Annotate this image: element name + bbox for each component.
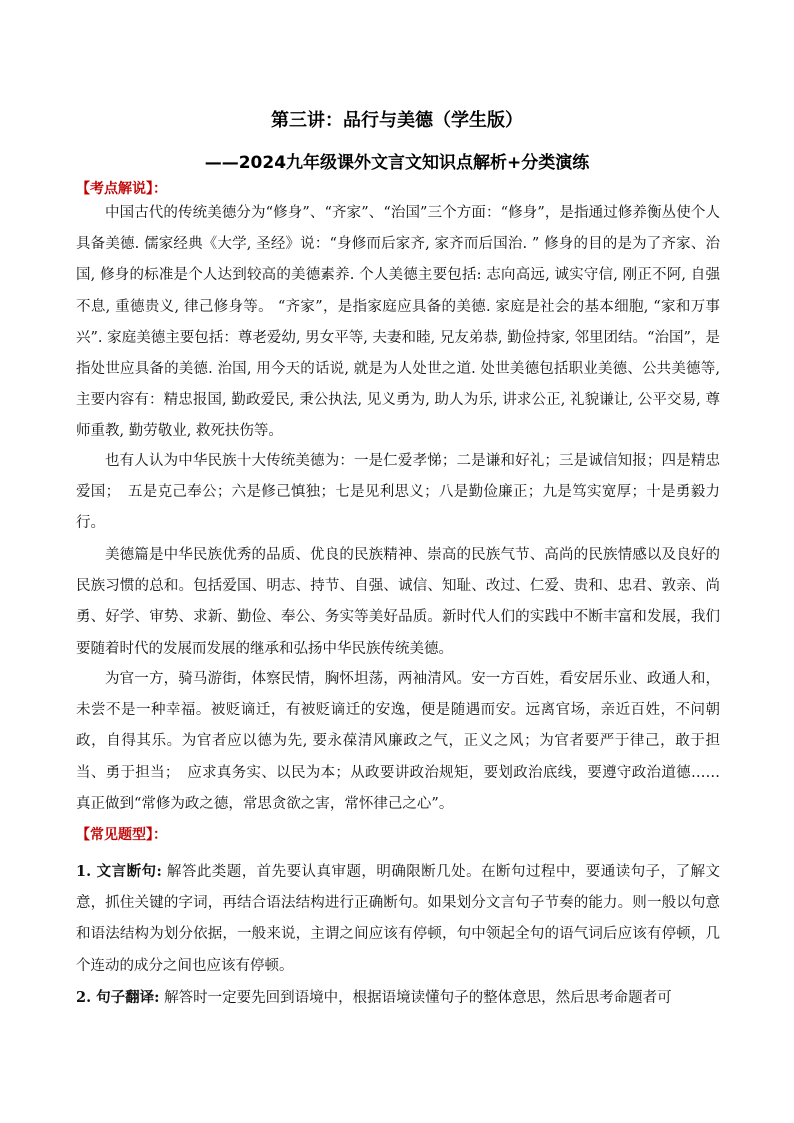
page-title: 第三讲：品行与美德（学生版） xyxy=(271,110,523,131)
page-subtitle: ——2024九年级课外文言文知识点解析+分类演练 xyxy=(204,153,590,173)
question-type-1-label: 1. 文言断句: xyxy=(76,863,162,880)
section-heading-question-types: 【常见题型】： xyxy=(76,827,167,843)
question-type-2-label: 2. 句子翻译: xyxy=(76,989,160,1006)
paragraph-4: 为官一方，骑马游街，体察民情，胸怀坦荡，两袖清风。安一方百姓，看安居乐业、政通人和，未尝不是一种幸福。被贬谪迁，有被贬谪迁的安逸，便是随遇而安。远离官场，亲近百姓，不问朝政，自得其乐。为官者应以德为先, 要永葆清风廉政之气，正义之风；为官者要严于律己，敢于担当、勇于担当； 应求真务实、以民为本；从政要讲政治规矩，要划政治底线，要遵守政治道德……真正做到“常修为政之德，常思贪欲之害，常怀律己之心”。 xyxy=(76,671,720,812)
question-type-2-text: 解答时一定要先回到语境中，根据语境读懂句子的整体意思，然后思考命题者可 xyxy=(159,990,672,1006)
question-type-1-text: 解答此类题，首先要认真审题，明确限断几处。在断句过程中，要通读句子，了解文意，抓住关键的字词，再结合语法结构进行正确断句。如果划分文言句子节奏的能力。则一般以句意和语法结构为划分依据，一般来说，主谓之间应该有停顿，句中领起全句的语气词后应该有停顿，几个连动的成分之间也应该有停顿。 xyxy=(76,864,720,974)
paragraph-2: 也有人认为中华民族十大传统美德为：一是仁爱孝悌；二是谦和好礼；三是诚信知报；四是精忠爱国； 五是克己奉公；六是修己慎独；七是见利思义；八是勤俭廉正；九是笃实宽厚；十是勇毅力行。 xyxy=(76,453,720,532)
paragraph-1: 中国古代的传统美德分为“修身”、“齐家”、“治国”三个方面：“修身”，是指通过修养衡丛使个人具备美德. 儒家经典《大学, 圣经》说：“身修而后家齐, 家齐而后国治. ” 修身的目的是为了齐家、治国, 修身的标准是个人达到较高的美德素养. 个人美德主要包括: 志向高远, 诚实守信, 刚正不阿, 自强不息, 重德贵义, 律己修身等。 “齐家”，是指家庭应具备的美德. 家庭是社会的基本细胞, “家和万事兴”. 家庭美德主要包括：尊老爱幼, 男女平等, 夫妻和睦, 兄友弟恭, 勤俭持家, 邻里团结。“治国”，是指处世应具备的美德. 治国, 用今天的话说, 就是为人处世之道. 处世美德包括职业美德、公共美德等, 主要内容有：精忠报国, 勤政爱民, 秉公执法, 见义勇为, 助人为乐, 讲求公正, 礼貌谦让, 公平交易, 尊师重教, 勤劳敬业, 救死扶伤等。 xyxy=(76,205,720,440)
paragraph-3: 美德篇是中华民族优秀的品质、优良的民族精神、崇高的民族气节、高尚的民族情感以及良好的民族习惯的总和。包括爱国、明志、持节、自强、诚信、知耻、改过、仁爱、贵和、忠君、敦亲、尚勇、好学、审势、求新、勤俭、奉公、务实等美好品质。新时代人们的实践中不断丰富和发展，我们要随着时代的发展而发展的继承和弘扬中华民族传统美德。 xyxy=(76,547,720,657)
question-type-2 xyxy=(76,982,720,1014)
question-type-1 xyxy=(76,856,720,982)
section-heading-key-points: 【考点解说】： xyxy=(76,181,167,197)
